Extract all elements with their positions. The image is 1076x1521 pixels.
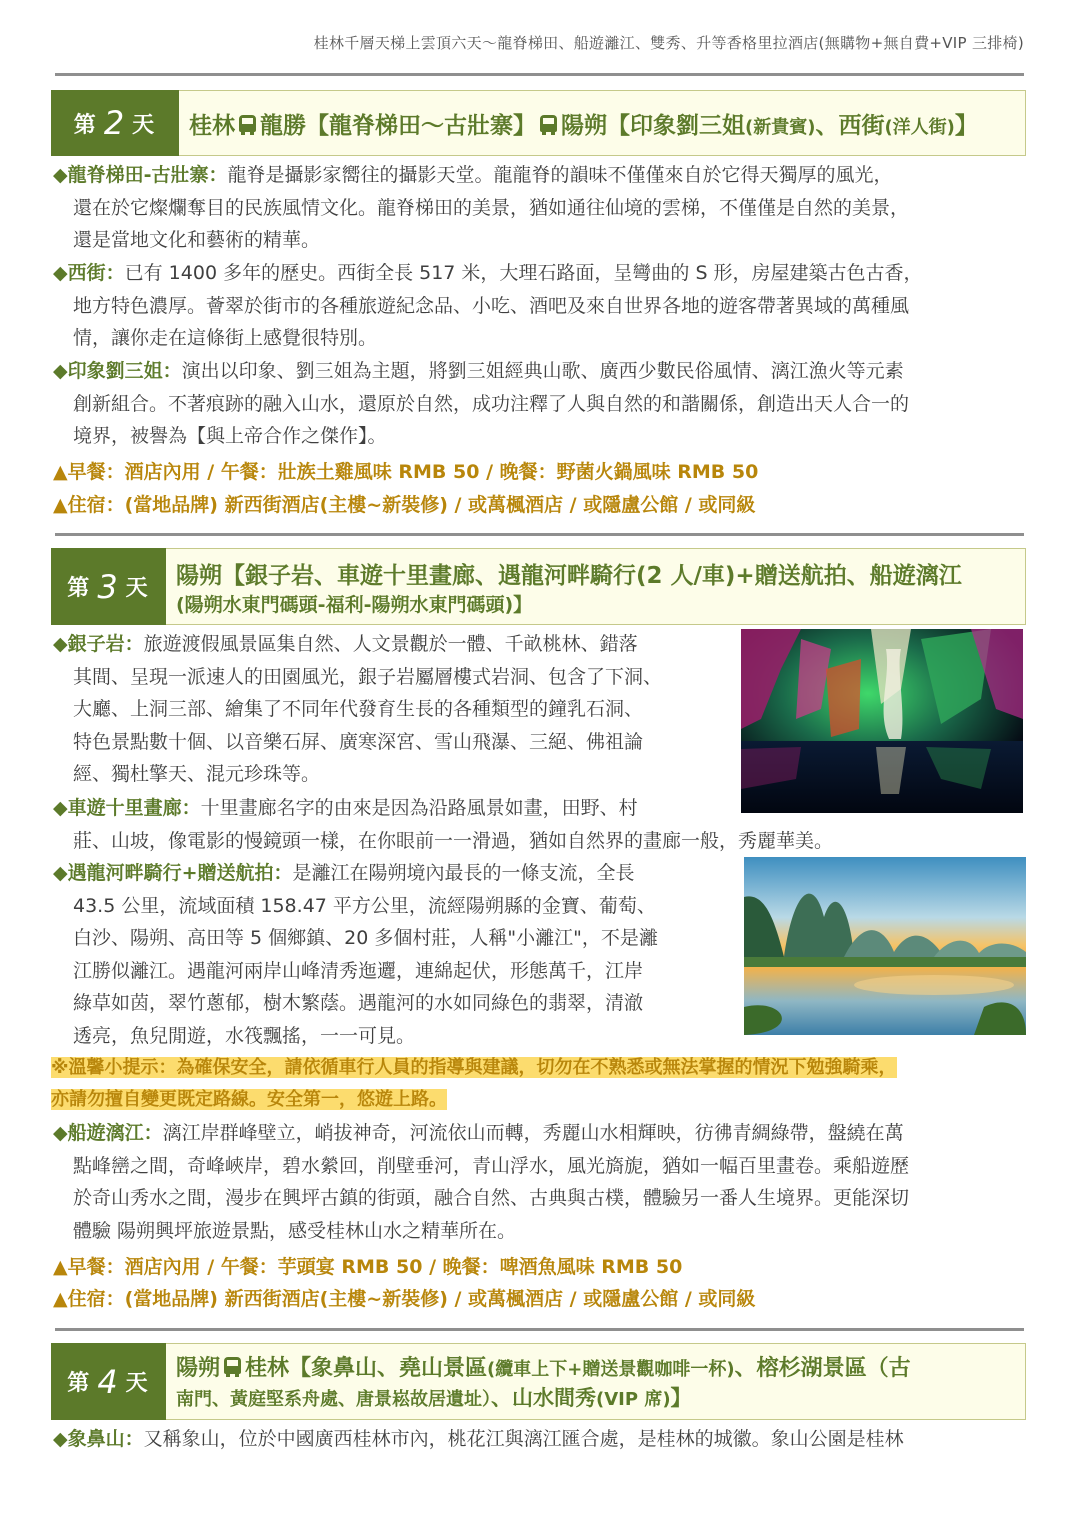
paragraph-lead: 印象劉三姐： <box>67 360 182 382</box>
day-number: 3 <box>97 567 120 606</box>
text-line: 43.5 公里，流域面積 158.47 平方公里，流經陽朔縣的金寶、葡萄、 <box>73 894 656 917</box>
day-number: 4 <box>97 1362 120 1401</box>
text-line: 體驗 陽朔興坪旅遊景點，感受桂林山水之精華所在。 <box>73 1219 517 1242</box>
text-line: 地方特色濃厚。薈翠於街市的各種旅遊紀念品、小吃、酒吧及來自世界各地的遊客帶著異域的萬種風 <box>73 294 910 317</box>
day-label-suffix: 天 <box>125 1371 150 1396</box>
title-part: 桂林【象鼻山、堯山景區 <box>245 1356 488 1381</box>
day-2-banner <box>51 90 1026 156</box>
day-2-paragraph-xijie <box>53 257 1033 355</box>
day-2-paragraph-liusanjie <box>53 355 1033 453</box>
day-label-prefix: 第 <box>73 112 98 138</box>
title-part: 】 <box>670 1386 692 1410</box>
text-line: 又稱象山，位於中國廣西桂林市內，桃花江與漓江匯合處，是桂林的城徽。象山公園是桂林 <box>143 1428 904 1450</box>
day-3-paragraph-shilihualang <box>53 792 1033 857</box>
text-line: 特色景點數十個、以音樂石屏、廣寒深宮、雪山飛瀑、三絕、佛祖論 <box>73 730 644 753</box>
title-line: 陽朔【銀子岩、車遊十里畫廊、遇龍河畔騎行(2 人/車)+贈送航拍、船遊漓江 <box>176 562 962 589</box>
day-4-paragraph-xiangbishan <box>53 1423 1033 1456</box>
day-number: 2 <box>103 104 127 142</box>
day-label-suffix: 天 <box>125 576 150 601</box>
text-line: 還在於它燦爛奪目的民族風情文化。龍脊梯田的美景，猶如通往仙境的雲梯，不僅僅是自然的美景， <box>73 196 910 219</box>
day-4-banner <box>51 1343 1026 1420</box>
day-label-prefix: 第 <box>67 1371 92 1396</box>
text-line: 十里畫廊名字的由來是因為沿路風景如畫，田野、村 <box>200 797 638 819</box>
day-3-hotel: ▲住宿：(當地品牌) 新西街酒店(主樓~新裝修) / 或萬楓酒店 / 或隱盧公館 / 或同級 <box>53 1288 756 1310</box>
divider <box>55 1328 1024 1331</box>
day-3-paragraph-yinziyan <box>53 628 743 791</box>
diamond-bullet-icon: ◆ <box>53 797 68 819</box>
paragraph-lead: 船遊漓江： <box>67 1122 163 1144</box>
title-part: (洋人街) <box>884 116 955 138</box>
text-line: 情，讓你走在這條街上感覺很特別。 <box>73 327 378 349</box>
paragraph-lead: 龍脊梯田-古壯寨： <box>67 164 228 186</box>
day-3-banner <box>51 548 1026 625</box>
text-line: 已有 1400 多年的歷史。西街全長 517 米，大理石路面，呈彎曲的 S 形，房屋建築古色古香， <box>124 262 923 284</box>
day-2-title <box>179 90 1026 156</box>
diamond-bullet-icon: ◆ <box>53 1122 68 1144</box>
text-line: 是灕江在陽朔境內最長的一條支流，全長 <box>292 862 635 884</box>
title-part: 、山水間秀 <box>491 1386 596 1410</box>
text-line: 其間、呈現一派速人的田園風光，銀子岩屬層樓式岩洞、包含了下洞、 <box>73 665 663 688</box>
title-line: (陽朔水東門碼頭-福利-陽朔水東門碼頭)】 <box>176 593 533 616</box>
diamond-bullet-icon: ◆ <box>53 262 68 284</box>
divider <box>55 533 1024 536</box>
text-line: 旅遊渡假風景區集自然、人文景觀於一體、千畝桃林、錯落 <box>143 633 638 655</box>
text-line: 演出以印象、劉三姐為主題，將劉三姐經典山歌、廣西少數民俗風情、漓江漁火等元素 <box>181 360 904 382</box>
title-part: 、西街 <box>815 112 885 139</box>
diamond-bullet-icon: ◆ <box>53 862 68 884</box>
text-line: 大廳、上洞三部、繪集了不同年代發育生長的各種類型的鐘乳石洞、 <box>73 698 644 720</box>
title-part: 、榕杉湖景區（古 <box>734 1356 911 1381</box>
paragraph-lead: 銀子岩： <box>67 633 144 655</box>
text-line: 還是當地文化和藝術的精華。 <box>73 229 321 251</box>
text-line: 創新組合。不著痕跡的融入山水，還原於自然，成功注釋了人與自然的和諧關係，創造出天人合一的 <box>73 392 910 415</box>
title-part: (纜車上下+贈送景觀咖啡一杯) <box>487 1359 735 1380</box>
title-part: 】 <box>954 112 978 139</box>
day-4-label <box>51 1343 166 1420</box>
text-line: 漓江岸群峰壁立，峭拔神奇，河流依山而轉，秀麗山水相輝映，彷彿青綢綠帶，盤繞在萬 <box>162 1122 904 1144</box>
paragraph-lead: 象鼻山： <box>67 1428 144 1450</box>
page-header: 桂林千層天梯上雲頂六天～龍脊梯田、船遊灕江、雙秀、升等香格里拉酒店(無購物+無自費+VIP 三排椅) <box>313 34 1024 52</box>
diamond-bullet-icon: ◆ <box>53 360 68 382</box>
title-part: 龍勝【龍脊梯田～古壯寨】 <box>260 112 536 139</box>
silver-cave-photo <box>741 629 1023 813</box>
title-part: 陽朔 <box>176 1356 221 1381</box>
text-line: 莊、山坡，像電影的慢鏡頭一樣，在你眼前一一滑過，猶如自然界的畫廊一般，秀麗華美。 <box>73 829 834 852</box>
diamond-bullet-icon: ◆ <box>53 164 68 186</box>
text-line: 龍脊是攝影家嚮往的攝影天堂。龍龍脊的韻味不僅僅來自於它得天獨厚的風光， <box>227 164 893 186</box>
divider <box>55 73 1024 76</box>
title-part: (VIP 席) <box>596 1389 671 1410</box>
safety-tip-line: ※溫馨小提示：為確保安全，請依循車行人員的指導與建議，切勿在不熟悉或無法掌握的情況下勉強騎乘， <box>51 1057 897 1078</box>
bus-icon <box>239 115 256 132</box>
text-line: 經、獨杜擎天、混元珍珠等。 <box>73 763 321 785</box>
day-2-hotel: ▲住宿：(當地品牌) 新西街酒店(主樓~新裝修) / 或萬楓酒店 / 或隱盧公館 / 或同級 <box>53 494 756 516</box>
day-label-suffix: 天 <box>132 112 157 138</box>
paragraph-lead: 西街： <box>67 262 125 284</box>
yulong-river-photo <box>744 857 1026 1035</box>
safety-tip <box>51 1052 1031 1116</box>
text-line: 境界，被譽為【與上帝合作之傑作】。 <box>73 425 387 447</box>
day-3-paragraph-yulonghe <box>53 857 743 1052</box>
title-part: 桂林 <box>189 112 235 139</box>
bus-icon <box>540 115 557 132</box>
bus-icon <box>224 1357 241 1374</box>
text-line: 江勝似灕江。遇龍河兩岸山峰清秀迤邐，連綿起伏，形態萬千，江岸 <box>73 959 644 982</box>
day-3-meals: ▲早餐：酒店內用 / 午餐：芋頭宴 RMB 50 / 晚餐：啤酒魚風味 RMB 50 <box>53 1256 683 1278</box>
text-line: 於奇山秀水之間，漫步在興坪古鎮的街頭，融合自然、古典與古樸，體驗另一番人生境界。更能深切 <box>73 1187 910 1209</box>
diamond-bullet-icon: ◆ <box>53 633 68 655</box>
text-line: 綠草如茵，翠竹蔥郁，樹木繁蔭。遇龍河的水如同綠色的翡翠，清澈 <box>73 992 644 1014</box>
title-part: 南門、黃庭堅系舟處、唐景崧故居遺址） <box>176 1389 491 1410</box>
safety-tip-line: 亦請勿擅自變更既定路線。安全第一，悠遊上路。 <box>51 1089 447 1110</box>
text-line: 透亮，魚兒閒遊，水筏飄搖，一一可見。 <box>73 1024 416 1047</box>
title-part: (新貴賓) <box>745 116 816 138</box>
day-4-title <box>166 1343 1026 1420</box>
text-line: 點峰巒之間，奇峰峽岸，碧水縈回，削壁垂河，青山浮水，風光旖旎，猶如一幅百里畫卷。乘船遊歷 <box>73 1154 910 1177</box>
day-2-meals: ▲早餐：酒店內用 / 午餐：壯族土雞風味 RMB 50 / 晚餐：野菌火鍋風味 RMB 50 <box>53 461 759 483</box>
day-label-prefix: 第 <box>67 576 92 601</box>
paragraph-lead: 遇龍河畔騎行+贈送航拍： <box>67 862 293 884</box>
day-3-paragraph-lijiang <box>53 1117 1033 1247</box>
paragraph-lead: 車遊十里畫廊： <box>67 797 201 819</box>
day-3-label <box>51 548 166 625</box>
text-line: 白沙、陽朔、高田等 5 個鄉鎮、20 多個村莊，人稱"小灕江"，不是灕 <box>73 927 658 949</box>
day-3-title <box>166 548 1026 625</box>
day-2-label <box>51 90 179 156</box>
diamond-bullet-icon: ◆ <box>53 1428 68 1450</box>
title-part: 陽朔【印象劉三姐 <box>561 112 745 139</box>
day-2-paragraph-longji <box>53 159 1033 257</box>
